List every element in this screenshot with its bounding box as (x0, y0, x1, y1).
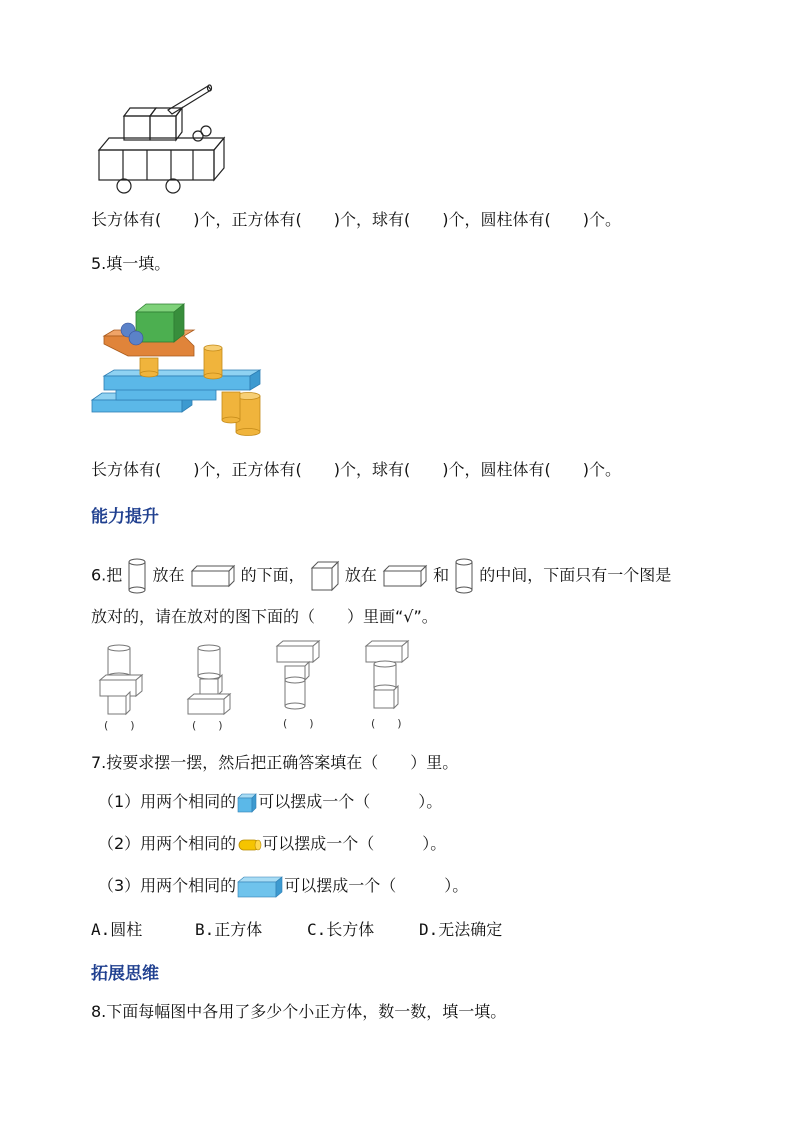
cuboid-icon (382, 564, 428, 588)
q7-item-3 (98, 874, 468, 899)
q6-part2: 放在 (152, 565, 185, 585)
q8-title: 8.下面每幅图中各用了多少个小正方体，数一数，填一填。 (91, 1002, 507, 1021)
q7-item3-pre: （3）用两个相同的 (98, 876, 237, 895)
q5-title: 5.填一填。 (91, 254, 171, 273)
q7-item2-post: 可以摆成一个（ ）。 (262, 834, 447, 853)
q6-part5: 和 (433, 565, 450, 585)
q6-choice-a-figure (98, 642, 146, 716)
q7-item1-post: 可以摆成一个（ ）。 (258, 792, 443, 811)
q7-item1-pre: （1）用两个相同的 (98, 792, 237, 811)
q4-counts-line: 长方体有( )个，正方体有( )个，球有( )个，圆柱体有( )个。 (91, 210, 621, 229)
q6-line2: 放对的，请在放对的图下面的（ ）里画“√”。 (91, 607, 438, 626)
blue-cuboid-icon (236, 875, 284, 899)
q6-part3: 的下面， (240, 565, 305, 585)
q7-option-a[interactable]: A.圆柱 (91, 920, 143, 939)
tank-figure (96, 78, 231, 196)
section-ability-heading: 能力提升 (91, 507, 159, 527)
q6-choice-c-figure (275, 638, 323, 716)
block-structure-figure (90, 300, 268, 438)
q6-choice-d-answer-paren[interactable]: ( ) (371, 717, 402, 730)
q5-counts-line: 长方体有( )个，正方体有( )个，球有( )个，圆柱体有( )个。 (91, 460, 621, 479)
cylinder-icon (454, 558, 474, 594)
q6-choice-d-figure (364, 638, 412, 716)
blue-cube-icon (236, 792, 258, 814)
q6-part1: 6.把 (91, 565, 123, 585)
q6-line1 (91, 558, 671, 594)
q7-item-2 (98, 832, 446, 856)
cuboid-icon (190, 564, 236, 588)
q7-option-c[interactable]: C.长方体 (307, 920, 375, 939)
q7-option-d[interactable]: D.无法确定 (419, 920, 503, 939)
q6-choice-b-answer-paren[interactable]: ( ) (192, 719, 223, 732)
section-expand-heading: 拓展思维 (91, 964, 159, 984)
cylinder-icon (127, 558, 147, 594)
cube-icon (310, 560, 340, 592)
q6-part6: 的中间，下面只有一个图是 (479, 565, 672, 585)
q7-item2-pre: （2）用两个相同的 (98, 834, 237, 853)
q6-choice-a-answer-paren[interactable]: ( ) (104, 719, 135, 732)
q7-item3-post: 可以摆成一个（ ）。 (284, 876, 469, 895)
q6-part4: 放在 (344, 565, 377, 585)
q7-options (91, 917, 502, 940)
yellow-cylinder-icon (236, 838, 262, 852)
q6-choice-c-answer-paren[interactable]: ( ) (283, 717, 314, 730)
q6-choice-b-figure (186, 642, 234, 716)
q7-item-1 (98, 790, 442, 814)
q7-title: 7.按要求摆一摆，然后把正确答案填在（ ）里。 (91, 753, 459, 772)
q7-option-b[interactable]: B.正方体 (195, 920, 263, 939)
